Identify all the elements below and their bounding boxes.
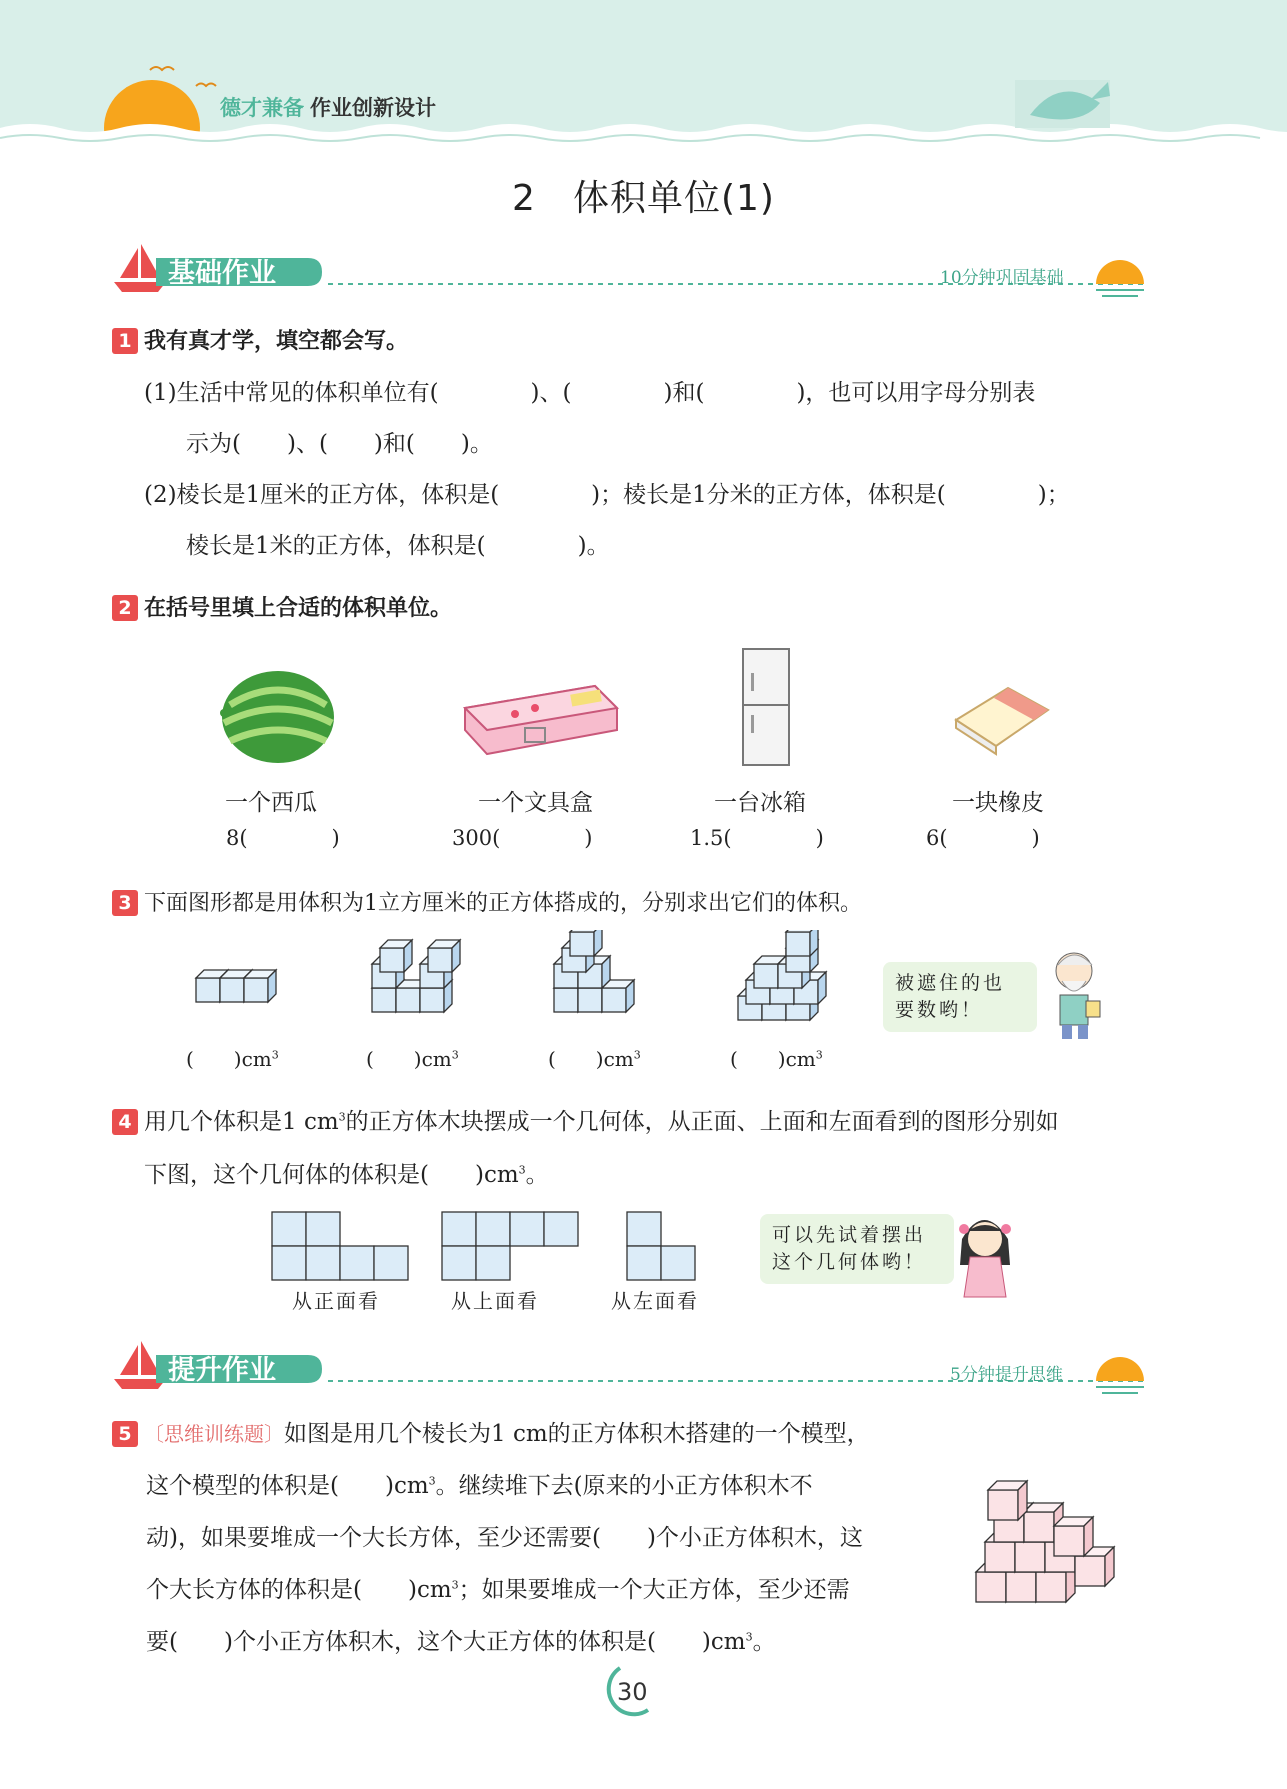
q3-title: 下面图形都是用体积为1立方厘米的正方体搭成的，分别求出它们的体积。 — [144, 891, 862, 916]
cube-figure-3 — [554, 930, 634, 1012]
view-label-top: 从上面看 — [451, 1289, 539, 1313]
q1-number: 1 — [112, 328, 138, 354]
bubble-line-1: 可以先试着摆出 — [772, 1224, 927, 1246]
section2-right: 5分钟提升思维 — [950, 1365, 1063, 1385]
cube-figure-4 — [738, 930, 826, 1020]
brand — [220, 92, 436, 122]
pencil-box-icon — [455, 678, 625, 768]
page-title: 2 体积单位(1) — [512, 178, 775, 219]
q3-number: 3 — [112, 890, 138, 916]
old-man-icon — [1040, 945, 1110, 1045]
brand-name: 德才兼备 — [220, 96, 304, 120]
bubble-line-2: 这个几何体哟！ — [772, 1251, 927, 1273]
top-view — [442, 1212, 578, 1280]
item-answer-2: 300( ) — [452, 826, 593, 850]
q1-line2: 示为( )、( )和( )。 — [186, 431, 493, 457]
q4-number: 4 — [112, 1109, 138, 1135]
item-name-3: 一台冰箱 — [714, 790, 806, 816]
girl-icon — [950, 1205, 1020, 1305]
q4-views — [270, 1210, 700, 1282]
front-view — [272, 1212, 408, 1280]
q4-speech-bubble — [760, 1214, 954, 1284]
section1-right: 10分钟巩固基础 — [940, 268, 1064, 288]
whale-icon — [1015, 80, 1110, 128]
item-name-2: 一个文具盒 — [478, 790, 593, 816]
q3-answer-1: ( )$cm^3$ — [186, 1047, 279, 1071]
q5-line2: 这个模型的体积是( )$cm^3$。继续堆下去(原来的小正方体积木不 — [146, 1473, 813, 1499]
item-answer-4: 6( ) — [926, 826, 1040, 850]
page-header — [0, 0, 1287, 150]
q2-title: 在括号里填上合适的体积单位。 — [144, 596, 453, 621]
refrigerator-icon — [735, 645, 795, 770]
q3-answer-3: ( )$cm^3$ — [548, 1047, 641, 1071]
section1-label: 基础作业 — [168, 258, 276, 289]
q1-line1: (1)生活中常见的体积单位有( )、( )和( )，也可以用字母分别表 — [144, 380, 1036, 406]
q3-heading — [112, 886, 862, 917]
item-answer-1: 8( ) — [226, 826, 340, 850]
q5-line5: 要( )个小正方体积木，这个大正方体的体积是( )$cm^3$。 — [146, 1629, 776, 1655]
q1-title: 我有真才学，填空都会写。 — [144, 329, 409, 354]
q5-tag: 〔思维训练题〕 — [144, 1422, 284, 1446]
q3-answer-2: ( )$cm^3$ — [366, 1047, 459, 1071]
q5-line4: 个大长方体的体积是( )$cm^3$；如果要堆成一个大正方体，至少还需 — [146, 1577, 850, 1603]
q2-heading — [112, 591, 452, 622]
left-view — [627, 1212, 695, 1280]
sun-icon — [1096, 260, 1144, 296]
q3-speech-bubble — [883, 962, 1037, 1032]
bubble-line-1: 被遮住的也 — [895, 972, 1006, 994]
brand-subtitle: 作业创新设计 — [310, 96, 436, 120]
q5-cube-model — [970, 1475, 1130, 1605]
sun-icon — [1096, 1357, 1144, 1393]
section2-label: 提升作业 — [168, 1355, 276, 1386]
watermelon-icon — [210, 665, 340, 765]
q4-line2: 下图，这个几何体的体积是( )$cm^3$。 — [144, 1162, 549, 1188]
item-name-4: 一块橡皮 — [952, 790, 1044, 816]
view-label-left: 从左面看 — [611, 1289, 699, 1313]
q1-heading — [112, 324, 408, 355]
q1-line3: (2)棱长是1厘米的正方体，体积是( )；棱长是1分米的正方体，体积是( )； — [144, 482, 1070, 508]
q1-line4: 棱长是1米的正方体，体积是( )。 — [186, 533, 610, 559]
header-decoration — [0, 0, 1287, 150]
bubble-line-2: 要数哟！ — [895, 999, 984, 1021]
cube-figure-2 — [372, 940, 460, 1012]
q5-number: 5 — [112, 1421, 138, 1447]
cube-figure-1 — [196, 970, 276, 1002]
q2-number: 2 — [112, 595, 138, 621]
page-number: 30 — [617, 1678, 648, 1706]
q3-answer-4: ( )$cm^3$ — [730, 1047, 823, 1071]
item-answer-3: 1.5( ) — [690, 826, 824, 850]
item-name-1: 一个西瓜 — [225, 790, 317, 816]
view-label-front: 从正面看 — [292, 1289, 380, 1313]
eraser-icon — [948, 680, 1058, 760]
q4-line1: 4 用几个体积是1 $cm^3$的正方体木块摆成一个几何体，从正面、上面和左面看到的图形分别如 — [112, 1103, 1059, 1136]
q5-line3: 动)，如果要堆成一个大长方体，至少还需要( )个小正方体积木，这 — [146, 1525, 863, 1551]
q5-line1: 5 〔思维训练题〕如图是用几个棱长为1 cm的正方体积木搭建的一个模型， — [112, 1415, 870, 1448]
